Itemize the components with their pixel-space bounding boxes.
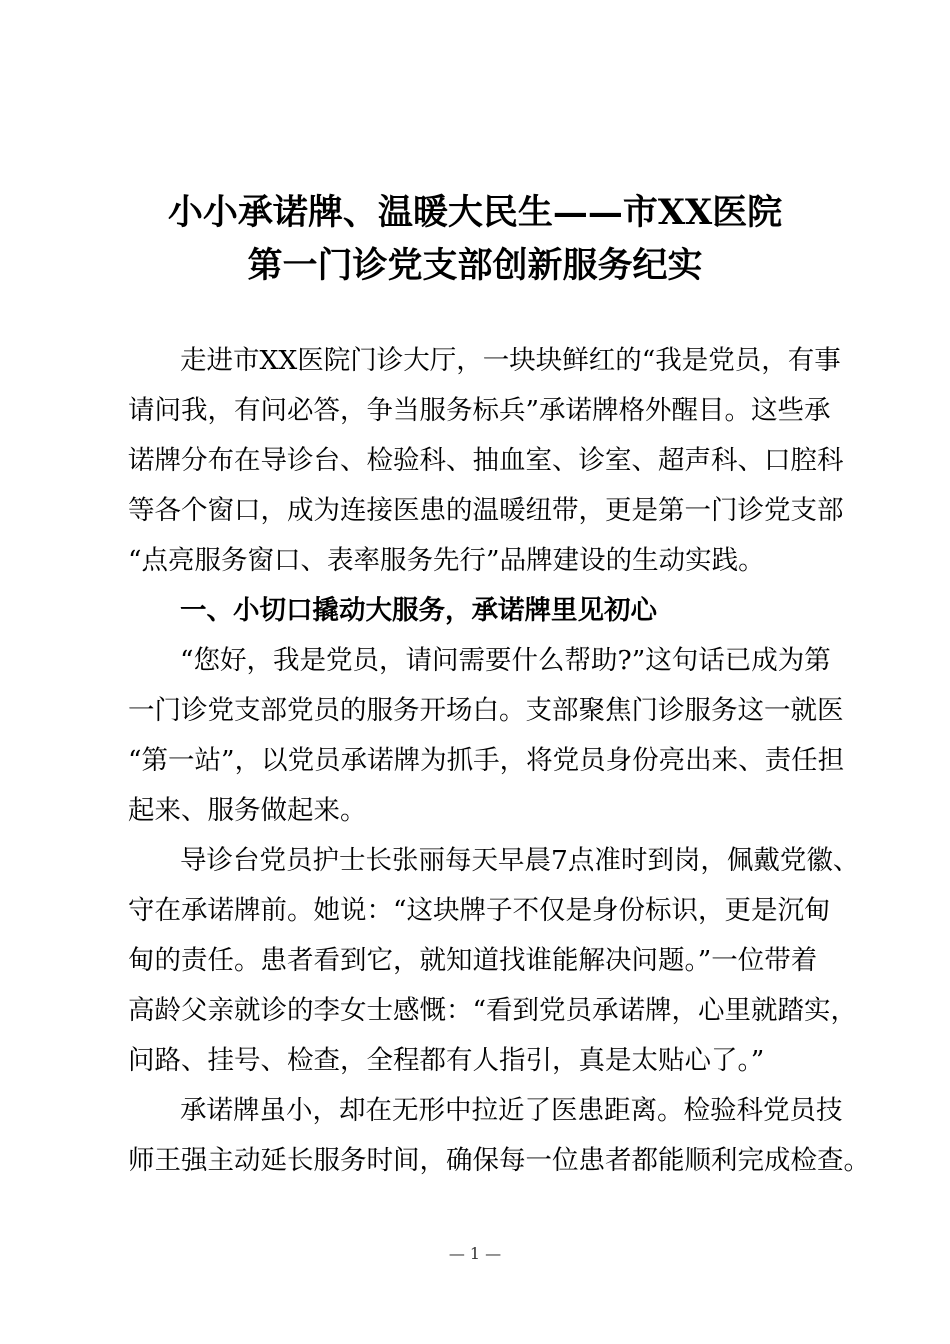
paragraph-line: 问路、挂号、检查，全程都有人指引，真是太贴心了。” — [128, 1045, 765, 1076]
paragraph-line: 一门诊党支部党员的服务开场白。支部聚焦门诊服务这一就医 — [128, 695, 844, 726]
paragraph-line: 师王强主动延长服务时间，确保每一位患者都能顺利完成检查。 — [128, 1145, 870, 1176]
page-number: — 1 — — [448, 1244, 502, 1263]
paragraph-line: 高龄父亲就诊的李女士感慨：“看到党员承诺牌，心里就踏实， — [128, 995, 858, 1026]
paragraph-line: “第一站”，以党员承诺牌为抓手，将党员身份亮出来、责任担 — [128, 745, 845, 776]
paragraph-line: 走进市XX医院门诊大厅，一块块鲜红的“我是党员，有事 — [180, 345, 841, 376]
document-title-line-1: 小小承诺牌、温暖大民生——市XX医院 — [167, 192, 783, 233]
paragraph-line: 承诺牌虽小，却在无形中拉近了医患距离。检验科党员技 — [180, 1095, 843, 1126]
paragraph-line: 导诊台党员护士长张丽每天早晨7点准时到岗，佩戴党徽、 — [180, 845, 860, 876]
paragraph-line: 起来、服务做起来。 — [128, 795, 367, 826]
paragraph-line: “您好，我是党员，请问需要什么帮助?”这句话已成为第 — [180, 645, 831, 676]
document-title-line-2: 第一门诊党支部创新服务纪实 — [247, 245, 703, 286]
section-heading: 一、小切口撬动大服务，承诺牌里见初心 — [180, 595, 657, 626]
paragraph-line: 守在承诺牌前。她说：“这块牌子不仅是身份标识，更是沉甸 — [128, 895, 831, 926]
paragraph-line: 诺牌分布在导诊台、检验科、抽血室、诊室、超声科、口腔科 — [128, 445, 844, 476]
paragraph-line: 等各个窗口，成为连接医患的温暖纽带，更是第一门诊党支部 — [128, 495, 844, 526]
paragraph-line: 甸的责任。患者看到它，就知道找谁能解决问题。”一位带着 — [128, 945, 818, 976]
paragraph-line: “点亮服务窗口、表率服务先行”品牌建设的生动实践。 — [128, 545, 765, 576]
document-body — [128, 336, 870, 1186]
paragraph-line: 请问我，有问必答，争当服务标兵”承诺牌格外醒目。这些承 — [128, 395, 831, 426]
